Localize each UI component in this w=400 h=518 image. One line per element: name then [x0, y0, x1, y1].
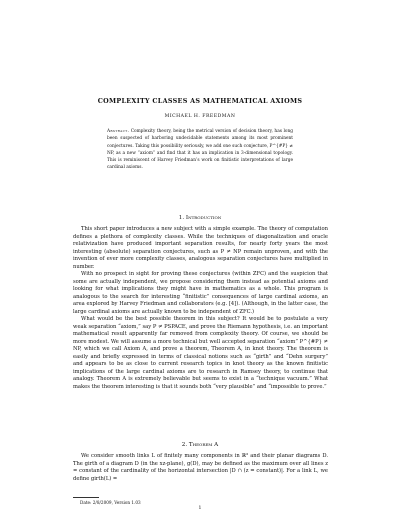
date-footnote: Date: 2/8/2009, Version 1.03 — [80, 500, 141, 505]
abstract-label: Abstract. — [107, 129, 130, 134]
section-number: 2. — [181, 442, 188, 448]
paragraph: We consider smooth links L of finitely many components in ℝ³ and their planar diagrams D. The girth of a diagram D (in the xz-plane), g(D), may be defined as the maximum over all lines z = constant of the cardinality of the horizontal intersection |D ∩ (z = constant)|. For a link L, we define girth(L) = — [73, 453, 328, 482]
section-title: Theorem A — [188, 442, 219, 448]
footnote-rule — [73, 497, 99, 498]
paper-title: COMPLEXITY CLASSES AS MATHEMATICAL AXIOMS — [97, 97, 303, 105]
page-number: 1 — [198, 506, 202, 511]
paragraph: This short paper introduces a new subject with a simple example. The theory of computation defines a plethora of complexity classes. While the techniques of diagonalization and oracle relativization have produced important separation results, for nearly forty years the most interesting (absolute) separation conjectures, such as P ≠ NP remain unproven, and with the invention of ever more complexity classes, analogous separation conjectures have multiplied in number. — [73, 226, 328, 270]
section-number: 1. — [178, 215, 185, 221]
section-heading-introduction — [0, 215, 400, 221]
introduction-body — [73, 226, 328, 391]
theorem-a-body — [73, 453, 328, 483]
paragraph: With no prospect in sight for proving these conjectures (within ZFC) and the suspicion that some are actually independent, we propose considering them instead as potential axioms and looking for what implications they might have in mathematics as a whole. This program is analogous to the search for interesting “finitistic” consequences of large cardinal axioms, an area explored by Harvey Friedman and collaborators (e.g. [4]). (Although, in the latter case, the large cardinal axioms are actually known to be independent of ZFC.) — [73, 271, 328, 315]
author-name: MICHAEL H. FREEDMAN — [164, 114, 236, 119]
paragraph: What would be the best possible theorem in this subject? It would be to postulate a very weak separation “axiom,” say P ≠ PSPACE, and prove the Riemann hypothesis, i.e. an important mathematical result apparently far removed from complexity theory. Of course, we should be more modest. We will assume a more technical but well accepted separation “axiom” P^{#P} ≠ NP, which we call Axiom A, and prove a theorem, Theorem A, in knot theory. The theorem is easily and briefly expressed in terms of classical notions such as “girth” and “Dehn surgery” and appears to be as close to current research topics in knot theory as the known finitistic implications of the large cardinal axioms are to research in Ramsey theory, to continue that analogy. Theorem A is extremely believable but seems to exist in a “technique vacuum.” What makes the theorem interesting is that it sounds both “very plausible” and “impossible to prove.” — [73, 316, 328, 390]
abstract — [107, 128, 293, 172]
abstract-text: Complexity theory, being the metrical version of decision theory, has long been suspected of harboring undecidable statements among its most prominent conjectures. Taking this possibility seriously, we add one such conjecture, P^{#P} ≠ NP, as a new “axiom” and find that it has an implication in 3-dimensional topology. This is reminiscent of Harvey Friedman’s work on finitistic interpretations of large cardinal axioms. — [107, 129, 293, 171]
section-heading-theorem-a — [0, 442, 400, 448]
section-title: Introduction — [185, 215, 222, 221]
